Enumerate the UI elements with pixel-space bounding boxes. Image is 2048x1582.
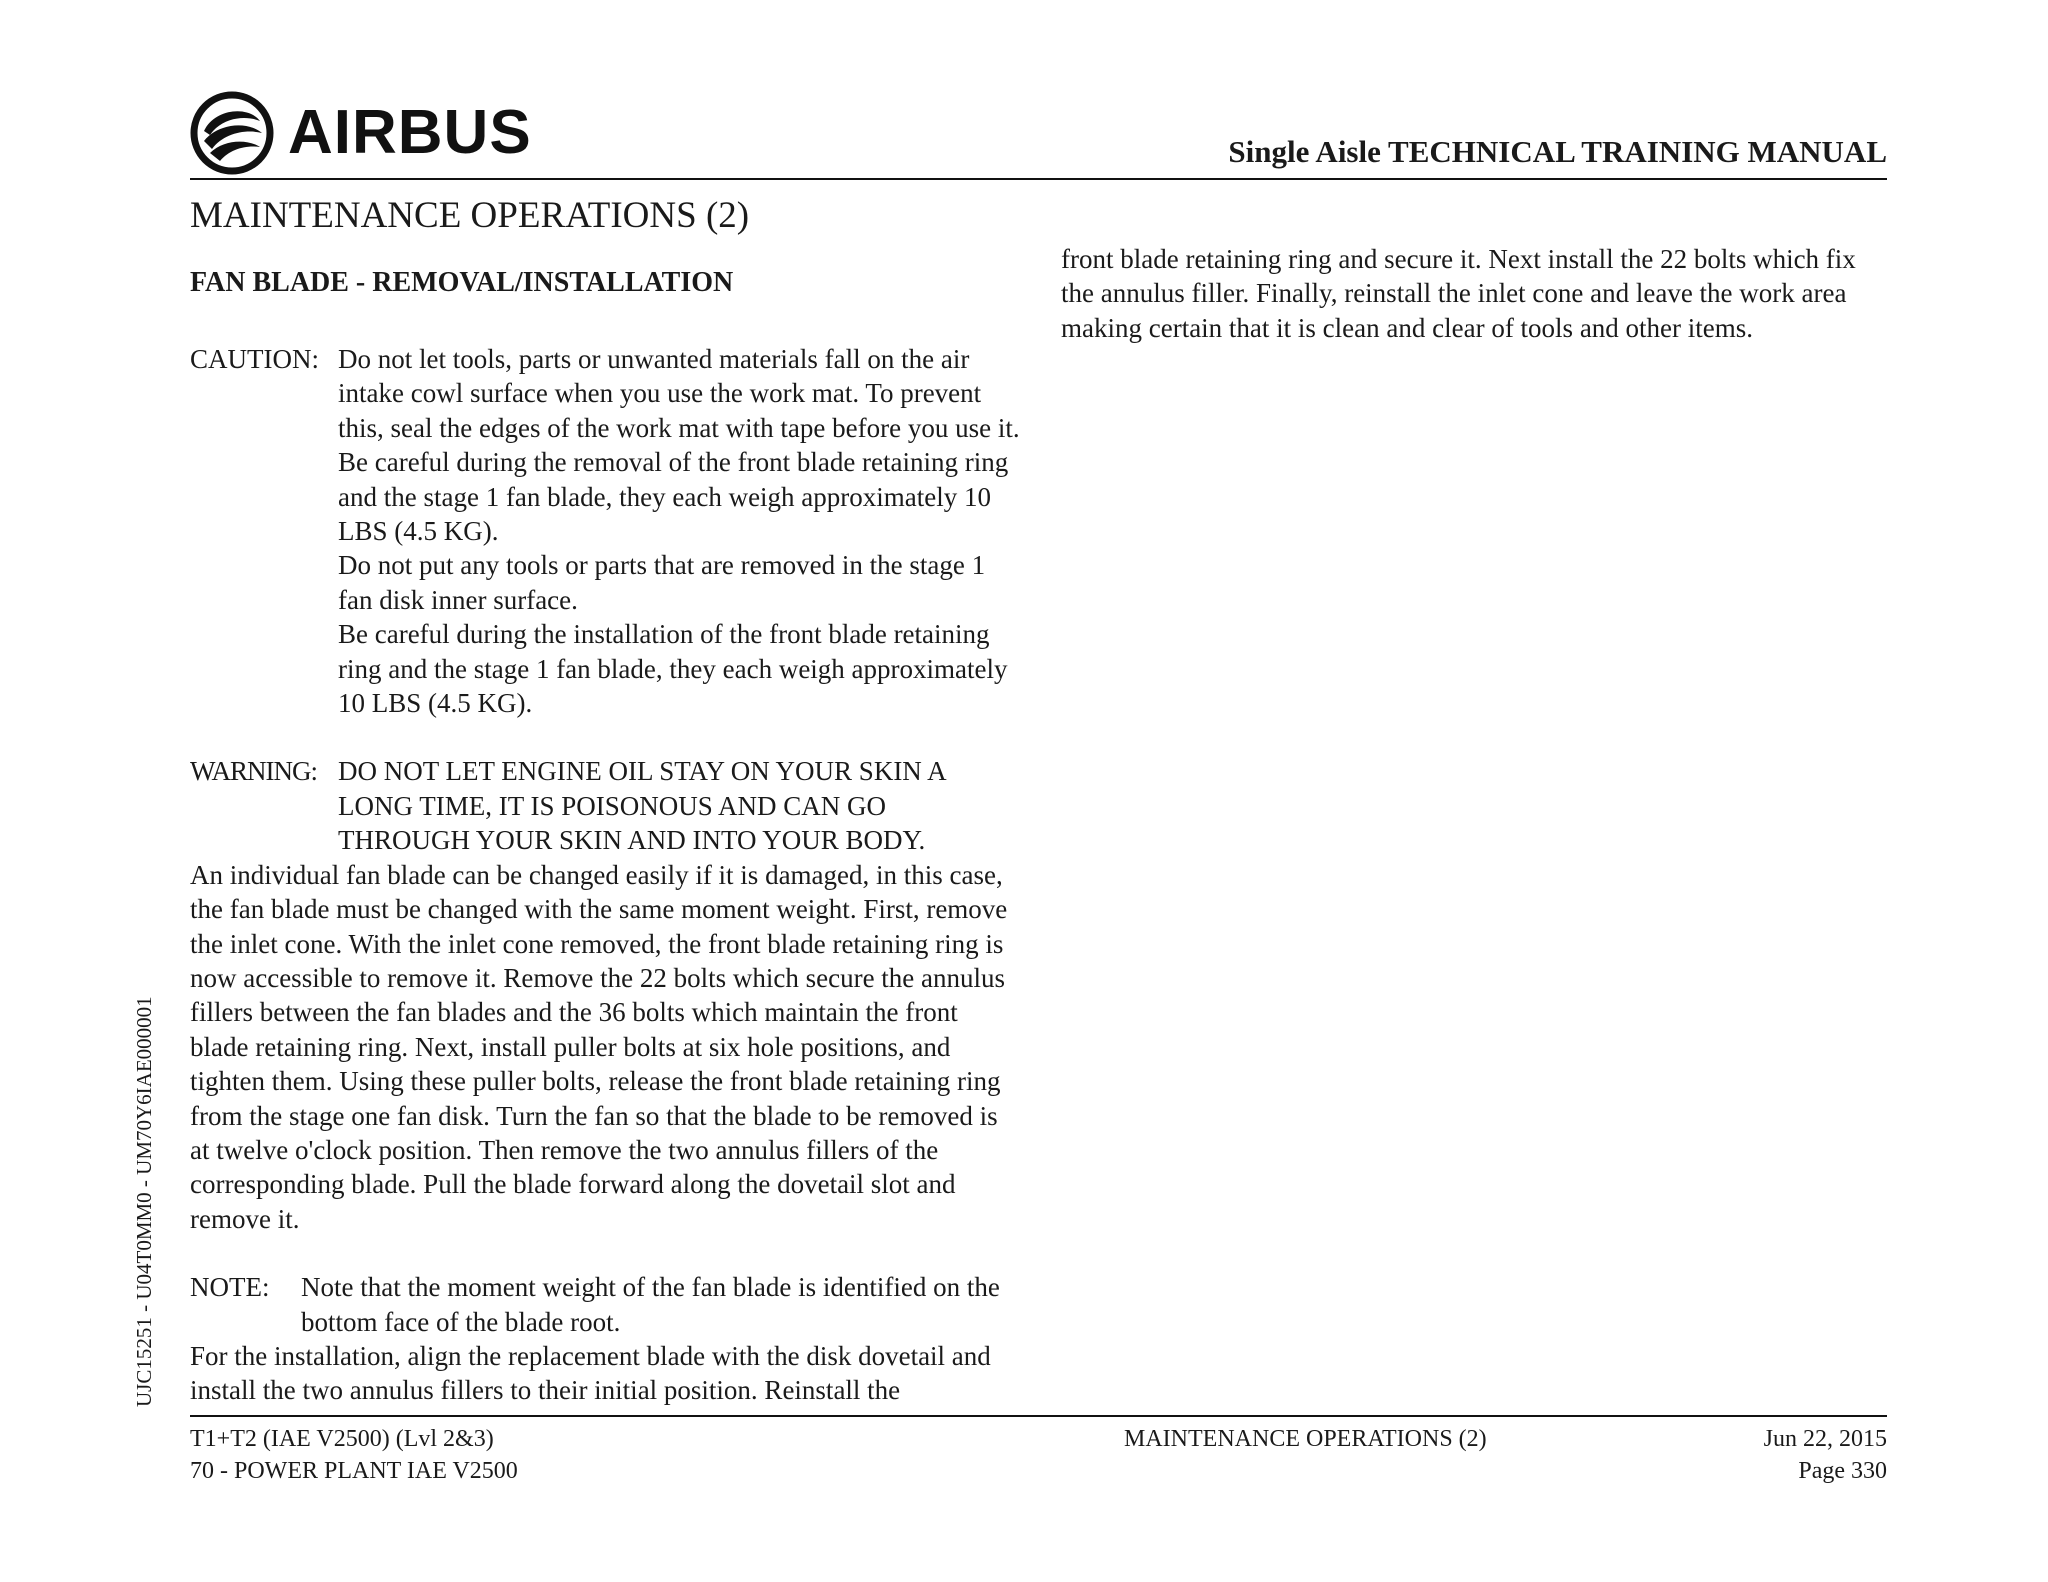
caution-line-3: Be careful during the installation of the front blade retaining ring and the stage 1 fan blade, they each weigh approximately 10 LBS (4.5 KG). xyxy=(338,619,1008,719)
warning-block xyxy=(190,754,1020,857)
airbus-wordmark: AIRBUS xyxy=(288,98,532,167)
caution-label: CAUTION: xyxy=(190,344,319,374)
removal-paragraph: An individual fan blade can be changed easily if it is damaged, in this case, the fan blade must be changed with the same moment weight. First, remove the inlet cone. With the inlet cone removed, the front blade retaining ring is now accessible to remove it. Remove the 22 bolts which secure the annulus fillers between the fan blades and the 36 bolts which maintain the front blade retaining ring. Next, install puller bolts at six hole positions, and tighten them. Using these puller bolts, release the front blade retaining ring from the stage one fan disk. Turn the fan so that the blade to be removed is at twelve o'clock position. Then remove the two annulus fillers of the corresponding blade. Pull the blade forward along the dovetail slot and remove it. xyxy=(190,859,1008,1234)
caution-line-1: Do not let tools, parts or unwanted materials fall on the air intake cowl surface when you use the work mat. To prevent this, seal the edges of the work mat with tape before you use it. Be careful during the removal of the front blade retaining ring and the stage 1 fan blade, they each weigh approximately 10 LBS (4.5 KG). xyxy=(338,344,1020,547)
installation-paragraph-start: For the installation, align the replacement blade with the disk dovetail and install the two annulus fillers to their initial position. Reinstall the xyxy=(190,1340,991,1406)
airbus-emblem-icon xyxy=(190,91,274,175)
left-column xyxy=(190,342,1020,1408)
installation-paragraph-continued: front blade retaining ring and secure it. Next install the 22 bolts which fix the annulus filler. Finally, reinstall the inlet cone and leave the work area making certain that it is clean and clear of tools and other items. xyxy=(1061,244,1856,343)
warning-label: WARNING: xyxy=(190,756,317,787)
footer-chapter: 70 - POWER PLANT IAE V2500 xyxy=(190,1458,518,1484)
footer-date: Jun 22, 2015 xyxy=(1763,1426,1887,1452)
document-side-code: UJC15251 - U04T0MM0 - UM70Y6IAE000001 xyxy=(132,996,156,1407)
note-block xyxy=(190,1270,1020,1339)
footer-page-number: Page 330 xyxy=(1798,1458,1887,1484)
caution-text xyxy=(338,342,1020,720)
note-text: Note that the moment weight of the fan blade is identified on the bottom face of the blade root. xyxy=(301,1272,1000,1337)
manual-title: Single Aisle TECHNICAL TRAINING MANUAL xyxy=(1228,134,1887,169)
footer-section: MAINTENANCE OPERATIONS (2) xyxy=(1124,1426,1487,1452)
warning-text: DO NOT LET ENGINE OIL STAY ON YOUR SKIN A LONG TIME, IT IS POISONOUS AND CAN GO THROUGH YOUR SKIN AND INTO YOUR BODY. xyxy=(338,756,946,856)
caution-line-2: Do not put any tools or parts that are removed in the stage 1 fan disk inner surface. xyxy=(338,550,986,615)
footer-course: T1+T2 (IAE V2500) (Lvl 2&3) xyxy=(190,1426,494,1452)
note-label: NOTE: xyxy=(190,1272,270,1303)
footer-left xyxy=(190,1423,518,1487)
caution-block xyxy=(190,342,1020,720)
footer-right xyxy=(1764,1423,1887,1487)
airbus-logo xyxy=(190,92,532,174)
header-divider xyxy=(190,178,1887,180)
section-title: MAINTENANCE OPERATIONS (2) xyxy=(190,195,750,236)
subheading: FAN BLADE - REMOVAL/INSTALLATION xyxy=(190,267,734,298)
right-column xyxy=(1061,242,1887,345)
footer-divider xyxy=(190,1415,1887,1417)
